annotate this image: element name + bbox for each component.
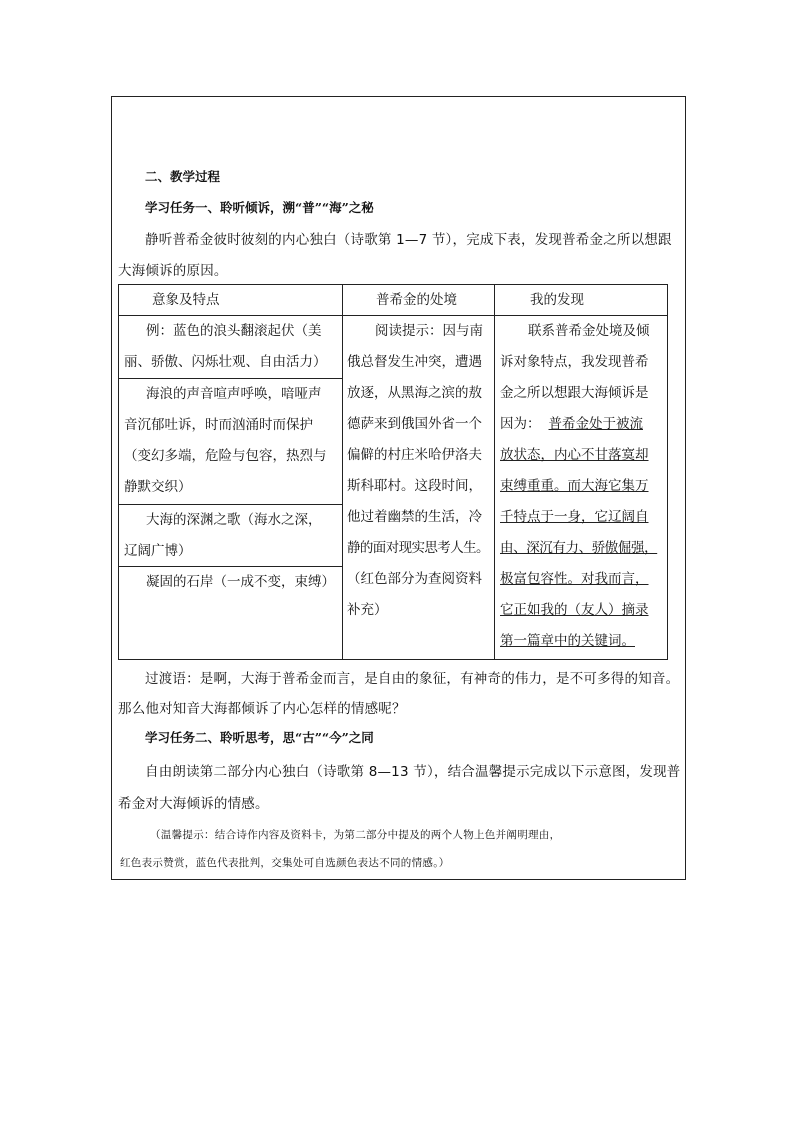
imagery-row-example: 例：蓝色的浪头翻滚起伏（美 丽、骄傲、闪烁壮观、自由活力） [124, 323, 327, 370]
task1-intro-line1: 静听普希金彼时彼刻的内心独白（诗歌第 1—7 节），完成下表，发现普希金之所以想跟 [145, 232, 672, 248]
task2-title: 学习任务二、聆听思考，思“古”“今”之同 [145, 730, 374, 745]
task2-line1: 自由朗读第二部分内心独白（诗歌第 8—13 节），结合温馨提示完成以下示意图，发现普 [145, 764, 681, 780]
imagery-row-waves: 海浪的声音喧声呼唤，喑哑声 音沉郁吐诉，时而汹涌时而保护 （变幻多端，危险与包容，热烈与 静默交织） [124, 386, 327, 495]
imagery-row-rock-shore: 凝固的石岸（一成不变，束缚） [146, 574, 335, 590]
tip-line1: （温馨提示：结合诗作内容及资料卡，为第二部分中提及的两个人物上色并阐明理由， [150, 829, 561, 841]
transition-line1: 过渡语：是啊，大海于普希金而言，是自由的象征，有神奇的伟力，是不可多得的知音。 [145, 671, 680, 687]
imagery-row-abyss: 大海的深渊之歌（海水之深， 辽阔广博） [124, 512, 322, 559]
transition-line2: 那么他对知音大海都倾诉了内心怎样的情感呢？ [118, 701, 406, 717]
table-header-discovery: 我的发现 [530, 292, 584, 308]
tip-line2: 红色表示赞赏，蓝色代表批判，交集处可自选颜色表达不同的情感。） [120, 857, 450, 869]
task1-intro-line2: 大海倾诉的原因。 [118, 263, 228, 279]
situation-cell: 阅读提示：因与南 俄总督发生冲突，遭遇 放逐，从黑海之滨的敖 德萨来到俄国外省一个 偏僻的村庄米哈伊洛夫 斯科耶村。这段时间， 他过着幽禁的生活，冷 静的面对现实思考人生。 （红色部分为查阅资料 补充） [347, 323, 489, 618]
task2-line2: 希金对大海倾诉的情感。 [118, 796, 269, 812]
table-header-imagery: 意象及特点 [152, 292, 220, 308]
task1-title: 学习任务一、聆听倾诉，溯“普”“海”之秘 [145, 200, 374, 215]
table-header-situation: 普希金的处境 [376, 292, 457, 308]
section-heading: 二、教学过程 [145, 169, 221, 184]
discovery-cell: 联系普希金处境及倾 诉对象特点，我发现普希 金之所以想跟大海倾诉是 因为： 普希金处于被流 放状态，内心不甘落寞却 束缚重重。而大海它集万 千特点于一身，它辽阔自 由、深沉有力、骄傲倔强， 极富包容性。对我而言， 它正如我的（友人）摘录 第一篇章中的关键词。 [500, 323, 658, 649]
